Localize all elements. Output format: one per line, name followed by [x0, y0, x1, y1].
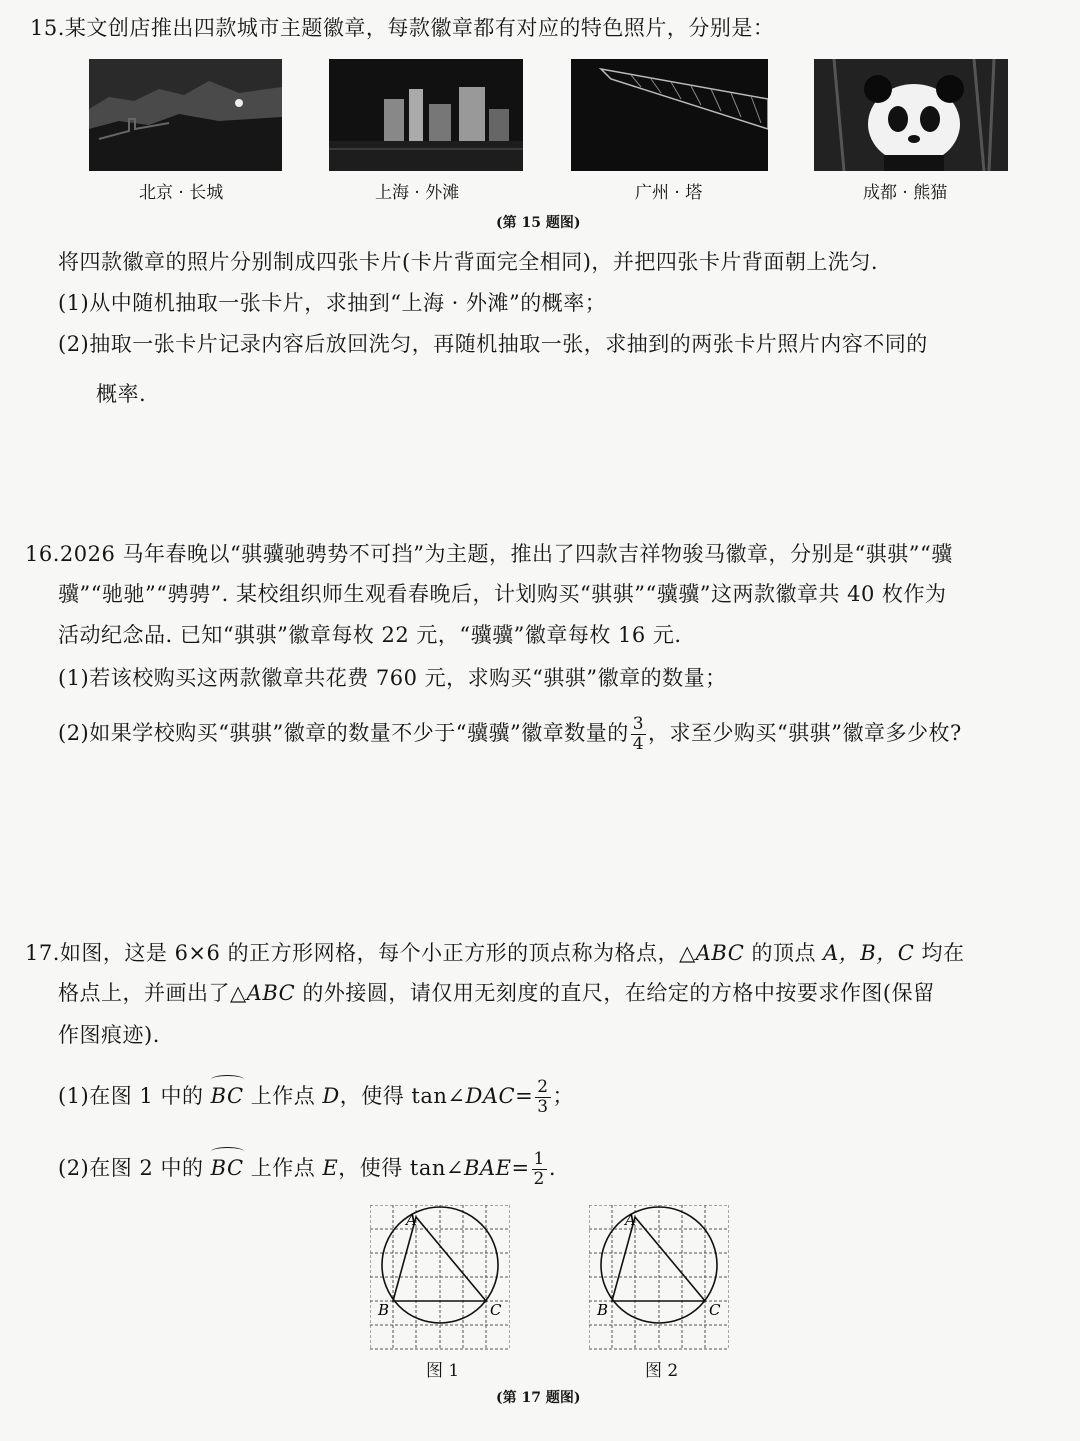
- q17-part2-point: E: [322, 1156, 339, 1180]
- q17-line2-abc: ABC: [246, 981, 296, 1005]
- q16-part2-pre: (2)如果学校购买“骐骐”徽章的数量不少于“骥骥”徽章数量的: [58, 721, 629, 745]
- q17-part2-eq: =: [511, 1156, 530, 1180]
- q17-line2: [58, 977, 935, 1009]
- q17-part1-angle: DAC: [465, 1084, 516, 1108]
- fig2-label-c: C: [709, 1301, 721, 1319]
- q17-part2-fraction: [532, 1150, 547, 1189]
- q15-part2-continued: 概率.: [96, 382, 147, 406]
- q17-part2-den: 2: [533, 1169, 545, 1189]
- q17-part2-pre: (2)在图 2 中的: [58, 1156, 211, 1180]
- q15-description: 将四款徽章的照片分别制成四张卡片(卡片背面完全相同)，并把四张卡片背面朝上洗匀.: [58, 250, 879, 274]
- q17-figure-1: [370, 1205, 510, 1359]
- q17-part2-arc: BC: [211, 1152, 244, 1184]
- fig2-label-b: B: [597, 1301, 609, 1319]
- q16-part1: (1)若该校购买这两款徽章共花费 760 元，求购买“骐骐”徽章的数量；: [58, 666, 727, 690]
- q16-frac-den: 4: [632, 734, 645, 754]
- q17-line3: 作图痕迹).: [58, 1023, 160, 1047]
- q17-figure-2: [589, 1205, 729, 1359]
- q16-line2: 骥”“驰驰”“骋骋”. 某校组织师生观看春晚后，计划购买“骐骐”“骥骥”这两款徽章共 40 枚作为: [58, 582, 947, 606]
- photo-panda: [814, 59, 1008, 171]
- q17-line1-points: A，B，C: [823, 941, 915, 965]
- q16-line3: 活动纪念品. 已知“骐骐”徽章每枚 22 元，“骥骥”徽章每枚 16 元.: [58, 623, 682, 647]
- q17-part1-num: 2: [537, 1077, 549, 1097]
- photo-bund: [329, 59, 523, 171]
- q17-line1-post: 均在: [914, 941, 965, 965]
- q16-part2: [58, 715, 962, 754]
- q17-part1: [58, 1078, 574, 1117]
- q17-part1-end: ；: [552, 1084, 575, 1108]
- q17-figure-caption: (第 17 题图): [496, 1390, 581, 1406]
- q17-line2-pre: 格点上，并画出了△: [58, 981, 247, 1005]
- q15-intro: 15.某文创店推出四款城市主题徽章，每款徽章都有对应的特色照片，分别是：: [30, 16, 775, 40]
- q17-part2-mid: 上作点: [243, 1156, 323, 1180]
- q16-frac-num: 3: [632, 714, 645, 734]
- q16-fraction: [631, 715, 646, 754]
- q17-part2-tan: ，使得 tan∠: [338, 1156, 464, 1180]
- q17-part1-point: D: [322, 1084, 340, 1108]
- photo-caption-guangzhou: 广州 · 塔: [635, 183, 703, 203]
- q17-line1-pre: 17.如图，这是 6×6 的正方形网格，每个小正方形的顶点称为格点，△: [25, 941, 696, 965]
- q16-part2-post: ，求至少购买“骐骐”徽章多少枚?: [648, 721, 962, 745]
- fig1-label-c: C: [490, 1301, 502, 1319]
- q17-fig1-caption: 图 1: [426, 1361, 460, 1381]
- photo-caption-chengdu: 成都 · 熊猫: [863, 183, 948, 203]
- q17-part1-pre: (1)在图 1 中的: [58, 1084, 211, 1108]
- q15-part1: (1)从中随机抽取一张卡片，求抽到“上海 · 外滩”的概率；: [58, 291, 607, 315]
- q17-part1-arc: BC: [211, 1080, 244, 1112]
- photo-caption-shanghai: 上海 · 外滩: [375, 183, 460, 203]
- photo-caption-beijing: 北京 · 长城: [139, 183, 224, 203]
- q17-part2: [58, 1150, 556, 1189]
- q17-part1-mid: 上作点: [243, 1084, 323, 1108]
- photo-great-wall: [89, 59, 282, 171]
- q17-line1: [25, 937, 965, 969]
- photo-canton-tower: [571, 59, 768, 171]
- q17-fig2-caption: 图 2: [645, 1361, 679, 1381]
- q17-line1-abc: ABC: [695, 941, 745, 965]
- q17-part2-end: .: [548, 1156, 557, 1180]
- q15-part2: (2)抽取一张卡片记录内容后放回洗匀，再随机抽取一张，求抽到的两张卡片照片内容不同的: [58, 332, 928, 356]
- q17-part1-tan: ，使得 tan∠: [339, 1084, 466, 1108]
- q17-part2-angle: BAE: [464, 1156, 512, 1180]
- q17-part1-den: 3: [537, 1097, 549, 1117]
- q17-line2-post: 的外接圆，请仅用无刻度的直尺，在给定的方格中按要求作图(保留: [295, 981, 935, 1005]
- q17-line1-mid: 的顶点: [744, 941, 824, 965]
- q17-part2-num: 1: [533, 1149, 545, 1169]
- q15-figure-caption: (第 15 题图): [496, 215, 581, 231]
- fig2-label-a: A: [625, 1211, 636, 1229]
- q17-part1-eq: =: [515, 1084, 534, 1108]
- q16-line1: 16.2026 马年春晚以“骐骥驰骋势不可挡”为主题，推出了四款吉祥物骏马徽章，分别是“骐骐”“骥: [25, 542, 953, 566]
- fig1-label-a: A: [406, 1211, 417, 1229]
- fig1-label-b: B: [378, 1301, 390, 1319]
- q17-part1-fraction: [535, 1078, 550, 1117]
